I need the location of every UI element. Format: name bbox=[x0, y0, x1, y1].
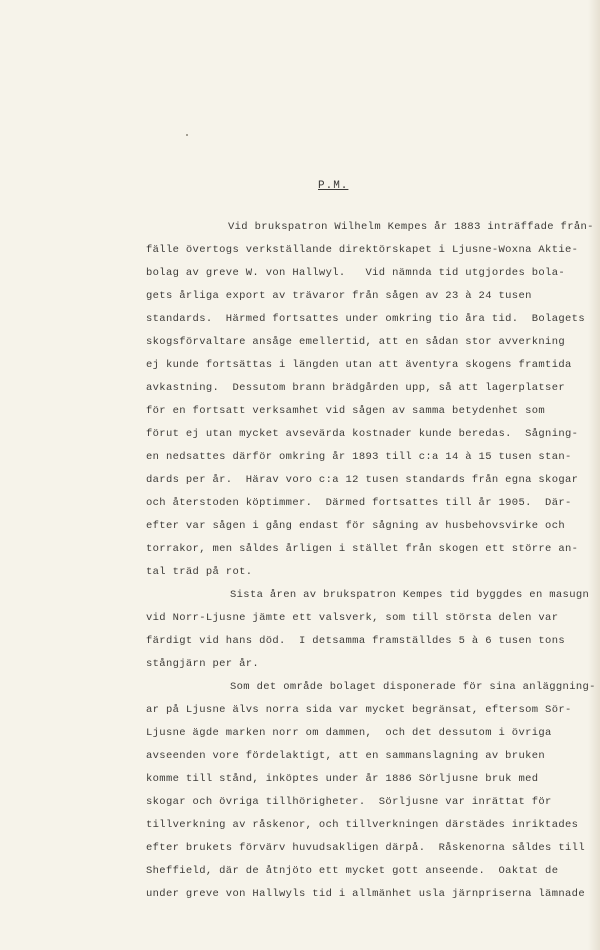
paragraph-1-line-6: skogsförvaltare ansåge emellertid, att en sådan stor avverkning bbox=[146, 336, 566, 348]
paragraph-1-line-8: avkastning. Dessutom brann brädgården upp, så att lagerplatser bbox=[146, 382, 566, 394]
document-title: P.M. bbox=[318, 180, 349, 192]
paragraph-1-line-7: ej kunde fortsättas i längden utan att äventyra skogens framtida bbox=[146, 359, 572, 371]
paragraph-1-line-4: gets årliga export av trävaror från sågen av 23 à 24 tusen bbox=[146, 290, 532, 302]
paragraph-2-line-1: Sista åren av brukspatron Kempes tid byggdes en masugn bbox=[230, 589, 590, 601]
paragraph-1-line-13: och återstoden köptimmer. Därmed fortsattes till år 1905. Där- bbox=[146, 497, 572, 509]
paragraph-3-line-5: komme till stånd, inköptes under år 1886 Sörljusne bruk med bbox=[146, 773, 539, 785]
paragraph-3-line-10: under greve von Hallwyls tid i allmänhet usla järnpriserna lämnade bbox=[146, 888, 585, 900]
paragraph-1-line-15: torrakor, men såldes årligen i stället från skogen ett större an- bbox=[146, 543, 579, 555]
paragraph-1-line-1: Vid brukspatron Wilhelm Kempes år 1883 inträffade från- bbox=[228, 221, 594, 233]
paragraph-1-line-3: bolag av greve W. von Hallwyl. Vid nämnda tid utgjordes bola- bbox=[146, 267, 566, 279]
paragraph-3-line-6: skogar och övriga tillhörigheter. Sörljusne var inrättat för bbox=[146, 796, 552, 808]
page-edge-shadow bbox=[588, 0, 600, 950]
paragraph-3-line-7: tillverkning av råskenor, och tillverkningen därstädes inriktades bbox=[146, 819, 579, 831]
paragraph-2-line-2: vid Norr-Ljusne jämte ett valsverk, som till största delen var bbox=[146, 612, 559, 624]
paragraph-2-line-4: stångjärn per år. bbox=[146, 658, 260, 670]
paragraph-1-line-9: för en fortsatt verksamhet vid sågen av samma betydenhet som bbox=[146, 405, 546, 417]
paragraph-3-line-8: efter brukets förvärv huvudsakligen därpå. Råskenorna såldes till bbox=[146, 842, 585, 854]
paragraph-1-line-2: fälle övertogs verkställande direktörskapet i Ljusne-Woxna Aktie- bbox=[146, 244, 579, 256]
paragraph-3-line-1: Som det område bolaget disponerade för sina anläggning- bbox=[230, 681, 596, 693]
paragraph-1-line-12: dards per år. Härav voro c:a 12 tusen standards från egna skogar bbox=[146, 474, 579, 486]
paragraph-3-line-3: Ljusne ägde marken norr om dammen, och det dessutom i övriga bbox=[146, 727, 552, 739]
paragraph-2-line-3: färdigt vid hans död. I detsamma framställdes 5 à 6 tusen tons bbox=[146, 635, 566, 647]
paragraph-1-line-10: förut ej utan mycket avsevärda kostnader kunde beredas. Sågning- bbox=[146, 428, 579, 440]
paragraph-3-line-9: Sheffield, där de åtnjöto ett mycket gott anseende. Oaktat de bbox=[146, 865, 559, 877]
paragraph-1-line-11: en nedsattes därför omkring år 1893 till c:a 14 à 15 tusen stan- bbox=[146, 451, 572, 463]
document-body bbox=[146, 216, 596, 906]
paragraph-1-line-5: standards. Härmed fortsattes under omkring tio åra tid. Bolagets bbox=[146, 313, 585, 325]
paragraph-3-line-4: avseenden vore fördelaktigt, att en sammanslagning av bruken bbox=[146, 750, 546, 762]
paragraph-1-line-14: efter var sågen i gång endast för sågning av husbehovsvirke och bbox=[146, 520, 566, 532]
paragraph-3-line-2: ar på Ljusne älvs norra sida var mycket begränsat, eftersom Sör- bbox=[146, 704, 572, 716]
paper-speck bbox=[186, 134, 188, 136]
paragraph-1-line-16: tal träd på rot. bbox=[146, 566, 253, 578]
